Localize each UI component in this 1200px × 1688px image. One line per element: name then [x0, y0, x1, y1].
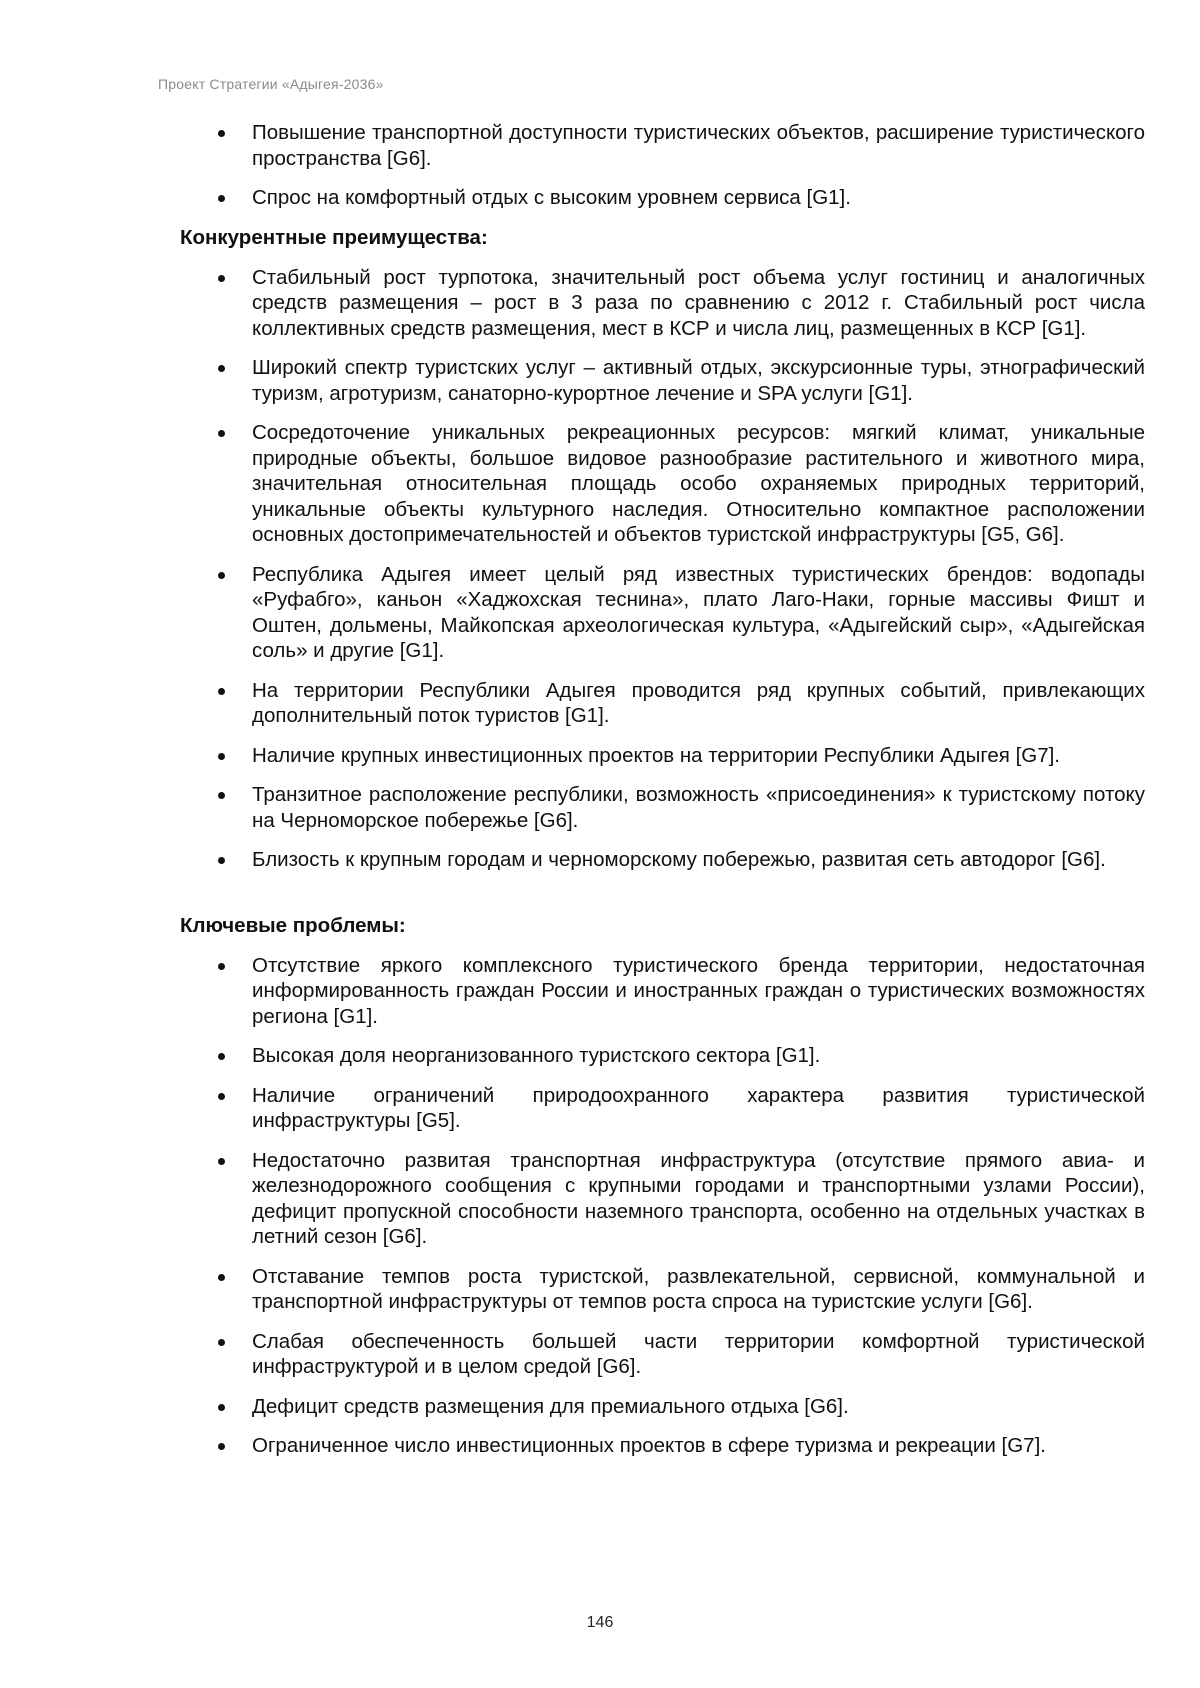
bullet-icon	[218, 275, 225, 282]
list-item-text: Повышение транспортной доступности туристических объектов, расширение туристического пространства [G6].	[252, 121, 1145, 170]
list-item	[180, 185, 1145, 211]
list-item	[180, 265, 1145, 342]
list-item-text: На территории Республики Адыгея проводится ряд крупных событий, привлекающих дополнительный поток туристов [G1].	[252, 678, 1145, 727]
intro-list	[180, 120, 1145, 211]
list-item	[180, 1394, 1145, 1420]
section-heading-advantages: Конкурентные преимущества:	[180, 225, 488, 249]
bullet-icon	[218, 1339, 225, 1346]
bullet-icon	[218, 195, 225, 202]
bullet-icon	[218, 857, 225, 864]
list-item	[180, 355, 1145, 406]
bullet-icon	[218, 572, 225, 579]
list-item	[180, 562, 1145, 664]
list-item	[180, 1083, 1145, 1134]
page-content	[180, 120, 1145, 1473]
list-item	[180, 953, 1145, 1030]
bullet-icon	[218, 753, 225, 760]
list-item	[180, 1433, 1145, 1459]
bullet-icon	[218, 130, 225, 137]
list-item-text: Республика Адыгея имеет целый ряд известных туристических брендов: водопады «Руфабго», каньон «Хаджохская теснина», плато Лаго-Наки, горные массивы Фишт и Оштен, дольмены, Майкопская археологическая культура, «Адыгейский сыр», «Адыгейская соль» и другие [G1].	[252, 562, 1145, 662]
list-item-text: Близость к крупным городам и черноморскому побережью, развитая сеть автодорог [G6].	[252, 848, 1106, 871]
list-item-text: Сосредоточение уникальных рекреационных ресурсов: мягкий климат, уникальные природные объекты, большое видовое разнообразие растительного и животного мира, значительная относительная площадь особо охраняемых природных территорий, уникальные объекты культурного наследия. Относительно компактное расположении основных достопримечательностей и объектов туристской инфраструктуры [G5, G6].	[252, 421, 1145, 546]
bullet-icon	[218, 1053, 225, 1060]
list-item	[180, 782, 1145, 833]
bullet-icon	[218, 430, 225, 437]
list-item-text: Слабая обеспеченность большей части территории комфортной туристической инфраструктурой и в целом средой [G6].	[252, 1329, 1145, 1378]
list-item	[180, 1329, 1145, 1380]
list-item-text: Ограниченное число инвестиционных проектов в сфере туризма и рекреации [G7].	[252, 1434, 1046, 1457]
list-item-text: Спрос на комфортный отдых с высоким уровнем сервиса [G1].	[252, 186, 851, 209]
bullet-icon	[218, 365, 225, 372]
list-item-text: Стабильный рост турпотока, значительный рост объема услуг гостиниц и аналогичных средств размещения – рост в 3 раза по сравнению с 2012 г. Стабильный рост числа коллективных средств размещения, мест в КСР и числа лиц, размещенных в КСР [G1].	[252, 265, 1145, 340]
list-item-text: Широкий спектр туристских услуг – активный отдых, экскурсионные туры, этнографический туризм, агротуризм, санаторно-курортное лечение и SPA услуги [G1].	[252, 356, 1145, 405]
list-item	[180, 120, 1145, 171]
list-item	[180, 678, 1145, 729]
list-item-text: Транзитное расположение республики, возможность «присоединения» к туристскому потоку на Черноморское побережье [G6].	[252, 783, 1145, 832]
list-item	[180, 1264, 1145, 1315]
list-item-text: Наличие крупных инвестиционных проектов на территории Республики Адыгея [G7].	[252, 743, 1060, 767]
list-item-text: Отсутствие яркого комплексного туристического бренда территории, недостаточная информированность граждан России и иностранных граждан о туристических возможностях региона [G1].	[252, 953, 1145, 1028]
advantages-list	[180, 265, 1145, 873]
list-item	[180, 420, 1145, 548]
list-item	[180, 743, 1145, 769]
list-item-text: Отставание темпов роста туристской, развлекательной, сервисной, коммунальной и транспортной инфраструктуры от темпов роста спроса на туристские услуги [G6].	[252, 1264, 1145, 1313]
list-item	[180, 1148, 1145, 1250]
bullet-icon	[218, 1158, 225, 1165]
bullet-icon	[218, 1093, 225, 1100]
bullet-icon	[218, 1443, 225, 1450]
bullet-icon	[218, 688, 225, 695]
bullet-icon	[218, 1404, 225, 1411]
list-item-text: Дефицит средств размещения для премиального отдыха [G6].	[252, 1394, 849, 1418]
list-item	[180, 847, 1145, 873]
bullet-icon	[218, 1274, 225, 1281]
section-heading-problems: Ключевые проблемы:	[180, 913, 406, 937]
list-item-text: Высокая доля неорганизованного туристского сектора [G1].	[252, 1044, 821, 1067]
list-item-text: Наличие ограничений природоохранного характера развития туристической инфраструктуры [G5].	[252, 1083, 1145, 1132]
problems-list	[180, 953, 1145, 1459]
list-item-text: Недостаточно развитая транспортная инфраструктура (отсутствие прямого авиа- и железнодорожного сообщения с крупными городами и транспортными узлами России), дефицит пропускной способности наземного транспорта, особенно на отдельных участках в летний сезон [G6].	[252, 1148, 1145, 1248]
page-number: 146	[586, 1614, 614, 1631]
list-item	[180, 1043, 1145, 1069]
running-header: Проект Стратегии «Адыгея-2036»	[158, 76, 384, 92]
bullet-icon	[218, 963, 225, 970]
bullet-icon	[218, 792, 225, 799]
